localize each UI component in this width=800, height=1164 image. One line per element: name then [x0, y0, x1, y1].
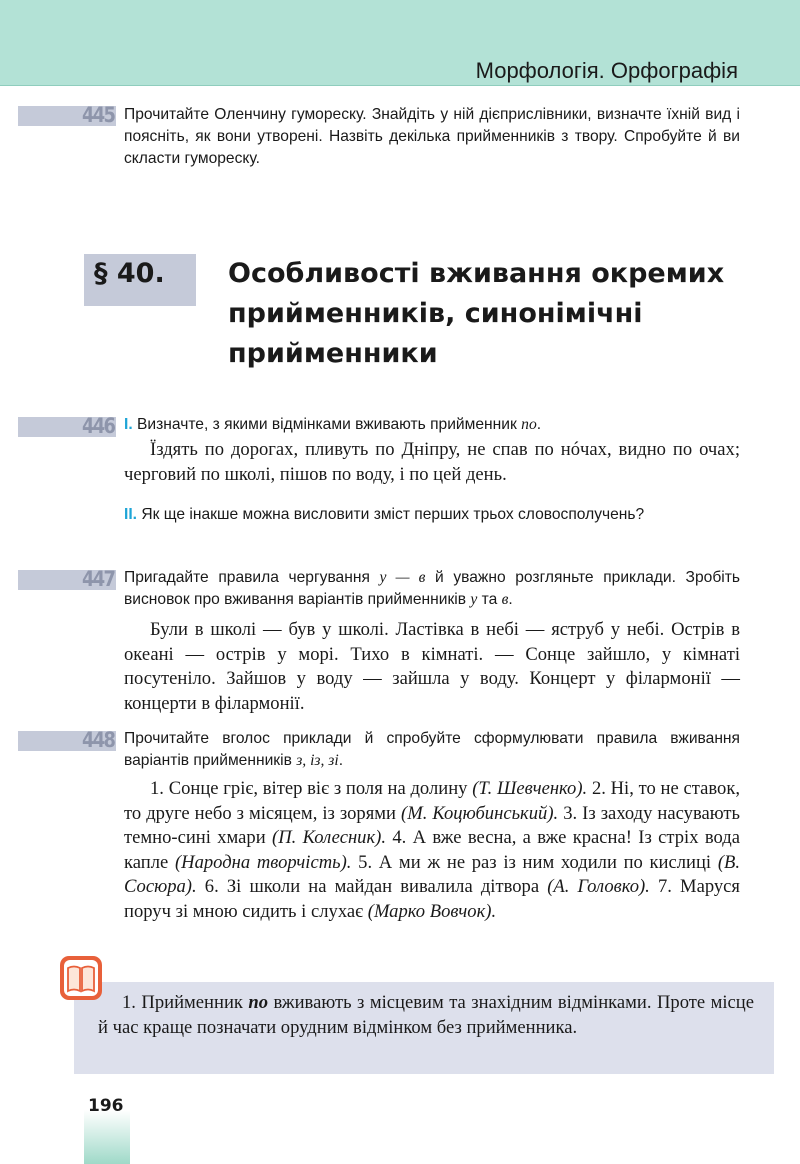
exercise-instruction: Прочитайте вголос приклади й спробуйте сформулювати правила вживання варіантів прийменників з, із, зі. [124, 730, 740, 769]
exercise-text: Були в школі — був у школі. Ластівка в небі — яструб у небі. Острів в океані — острів у морі. Тихо в кімнаті. — Сонце зайшло, у кімнаті посутеніло. Зайшов у воду — зайшла у воду. Концерт у філармонії — концерти в філармонії. [124, 619, 740, 714]
section-number: § 40. [94, 258, 165, 289]
section-title: Особливості вживання окремих прийменників, синонімічні прийменники [228, 258, 725, 369]
exercise-instruction: II. Як ще інакше можна висловити зміст перших трьох словосполучень? [124, 506, 645, 523]
exercise-number: 446 [82, 414, 115, 438]
part-marker: I. [124, 416, 133, 433]
exercise-instruction: Пригадайте правила чергування у — в й уважно розгляньте приклади. Зробіть висновок про вживання варіантів прийменників у та в. [124, 569, 740, 608]
exercise-text: 1. Сонце гріє, вітер віє з поля на долину (Т. Шевченко). 2. Ні, то не ставок, то друге небо з місяцем, із зорями (М. Коцюбинський). 3. Із заходу насувають темно-сині хмари (П. Колесник). 4. А вже весна, а вже красна! Із стріх вода капле (Народна творчість). 5. А ми ж не раз із ним ходили по кислиці (В. Сосюра). 6. Зі школи на майдан вивалила дітвора (А. Головко). 7. Маруся поруч зі мною сидить і слухає (Марко Вовчок). [124, 778, 741, 922]
exercise-text: Їздять по дорогах, пливуть по Дніпру, не спав по нóчах, видно по очах; черговий по школі, пішов по воду, і по цей день. [124, 439, 740, 485]
exercise-number: 445 [82, 103, 115, 127]
exercise-instruction: Прочитайте Оленчину гумореску. Знайдіть у ній дієприслівники, визначте їхній вид і поясніть, як вони утворені. Назвіть декілька прийменників з твору. Спробуйте й ви скласти гумореску. [124, 106, 740, 167]
exercise-number: 448 [82, 728, 115, 752]
part-marker: II. [124, 506, 137, 523]
exercise-number: 447 [82, 567, 115, 591]
rule-text: 1. Прийменник по вживають з місцевим та знахідним відмінками. Проте місце й час краще позначати орудним відмінком без прийменника. [98, 992, 754, 1038]
page-number-bar [84, 1110, 130, 1164]
running-head: Морфологія. Орфографія [475, 58, 738, 83]
exercise-instruction: I. Визначте, з якими відмінками вживають прийменник по. [124, 416, 542, 433]
page-number: 196 [88, 1096, 124, 1116]
